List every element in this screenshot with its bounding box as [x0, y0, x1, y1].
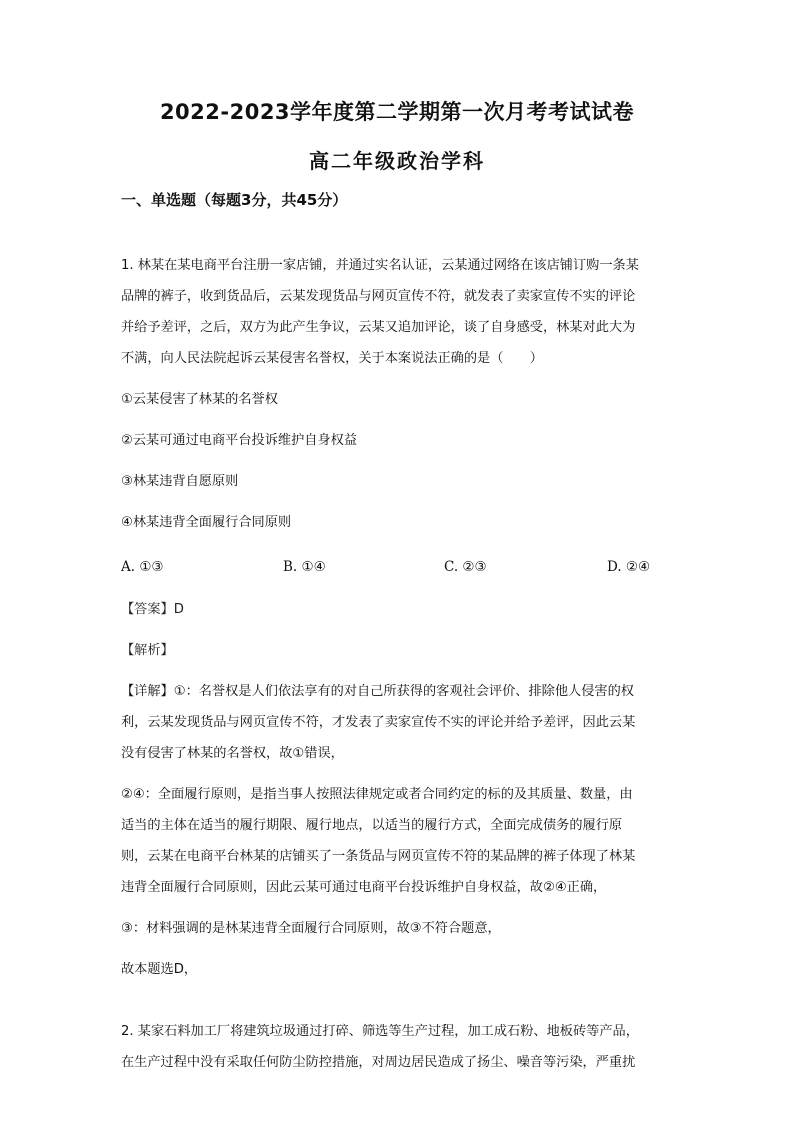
detail-line: 【详解】①：名誉权是人们依法享有的对自己所获得的客观社会评价、排除他人侵害的权	[121, 684, 634, 699]
option-a: A. ①③	[121, 559, 164, 575]
option-c: C. ②③	[444, 559, 487, 575]
q1-stem-line: 1. 林某在某电商平台注册一家店铺，并通过实名认证，云某通过网络在该店铺订购一条某	[121, 258, 639, 273]
q1-options	[121, 559, 681, 579]
exam-title: 2022-2023学年度第二学期第一次月考考试试卷	[159, 100, 635, 124]
q2-stem-line: 在生产过程中没有采取任何防尘防控措施，对周边居民造成了扬尘、噪音等污染，严重扰	[121, 1055, 636, 1070]
detail-line: 没有侵害了林某的名誉权，故①错误，	[121, 746, 344, 761]
q1-stem-line: 并给予差评，之后，双方为此产生争议，云某又追加评论，谈了自身感受，林某对此大为	[121, 320, 636, 335]
q1-stem-line: 不满，向人民法院起诉云某侵害名誉权，关于本案说法正确的是（ ）	[121, 351, 543, 366]
option-d: D. ②④	[607, 559, 651, 575]
q1-statement: ④林某违背全面履行合同原则	[121, 515, 292, 530]
detail-line: 违背全面履行合同原则，因此云某可通过电商平台投诉维护自身权益，故②④正确，	[121, 880, 607, 895]
analysis-label: 【解析】	[121, 643, 174, 658]
q1-stem-line: 品牌的裤子，收到货品后，云某发现货品与网页宣传不符，就发表了卖家宣传不实的评论	[121, 289, 636, 304]
answer-label: 【答案】D	[121, 602, 184, 617]
detail-line: 利，云某发现货品与网页宣传不符，才发表了卖家宣传不实的评论并给予差评，因此云某	[121, 715, 636, 730]
section-heading: 一、单选题（每题3分，共45分）	[121, 191, 348, 209]
detail-line: ③：材料强调的是林某违背全面履行合同原则，故③不符合题意，	[121, 921, 501, 936]
option-b: B. ①④	[283, 559, 326, 575]
detail-line: ②④：全面履行原则，是指当事人按照法律规定或者合同约定的标的及其质量、数量，由	[121, 787, 633, 802]
q1-statement: ①云某侵害了林某的名誉权	[121, 392, 278, 407]
conclusion-line: 故本题选D，	[121, 962, 198, 977]
q1-statement: ③林某违背自愿原则	[121, 474, 239, 489]
exam-subtitle: 高二年级政治学科	[309, 149, 485, 173]
q2-stem-line: 2. 某家石料加工厂将建筑垃圾通过打碎、筛选等生产过程，加工成石粉、地板砖等产品，	[121, 1024, 639, 1039]
detail-line: 则，云某在电商平台林某的店铺买了一条货品与网页宣传不符的某品牌的裤子体现了林某	[121, 849, 636, 864]
detail-line: 适当的主体在适当的履行期限、履行地点，以适当的履行方式，全面完成债务的履行原	[121, 818, 623, 833]
q1-statement: ②云某可通过电商平台投诉维护自身权益	[121, 433, 358, 448]
